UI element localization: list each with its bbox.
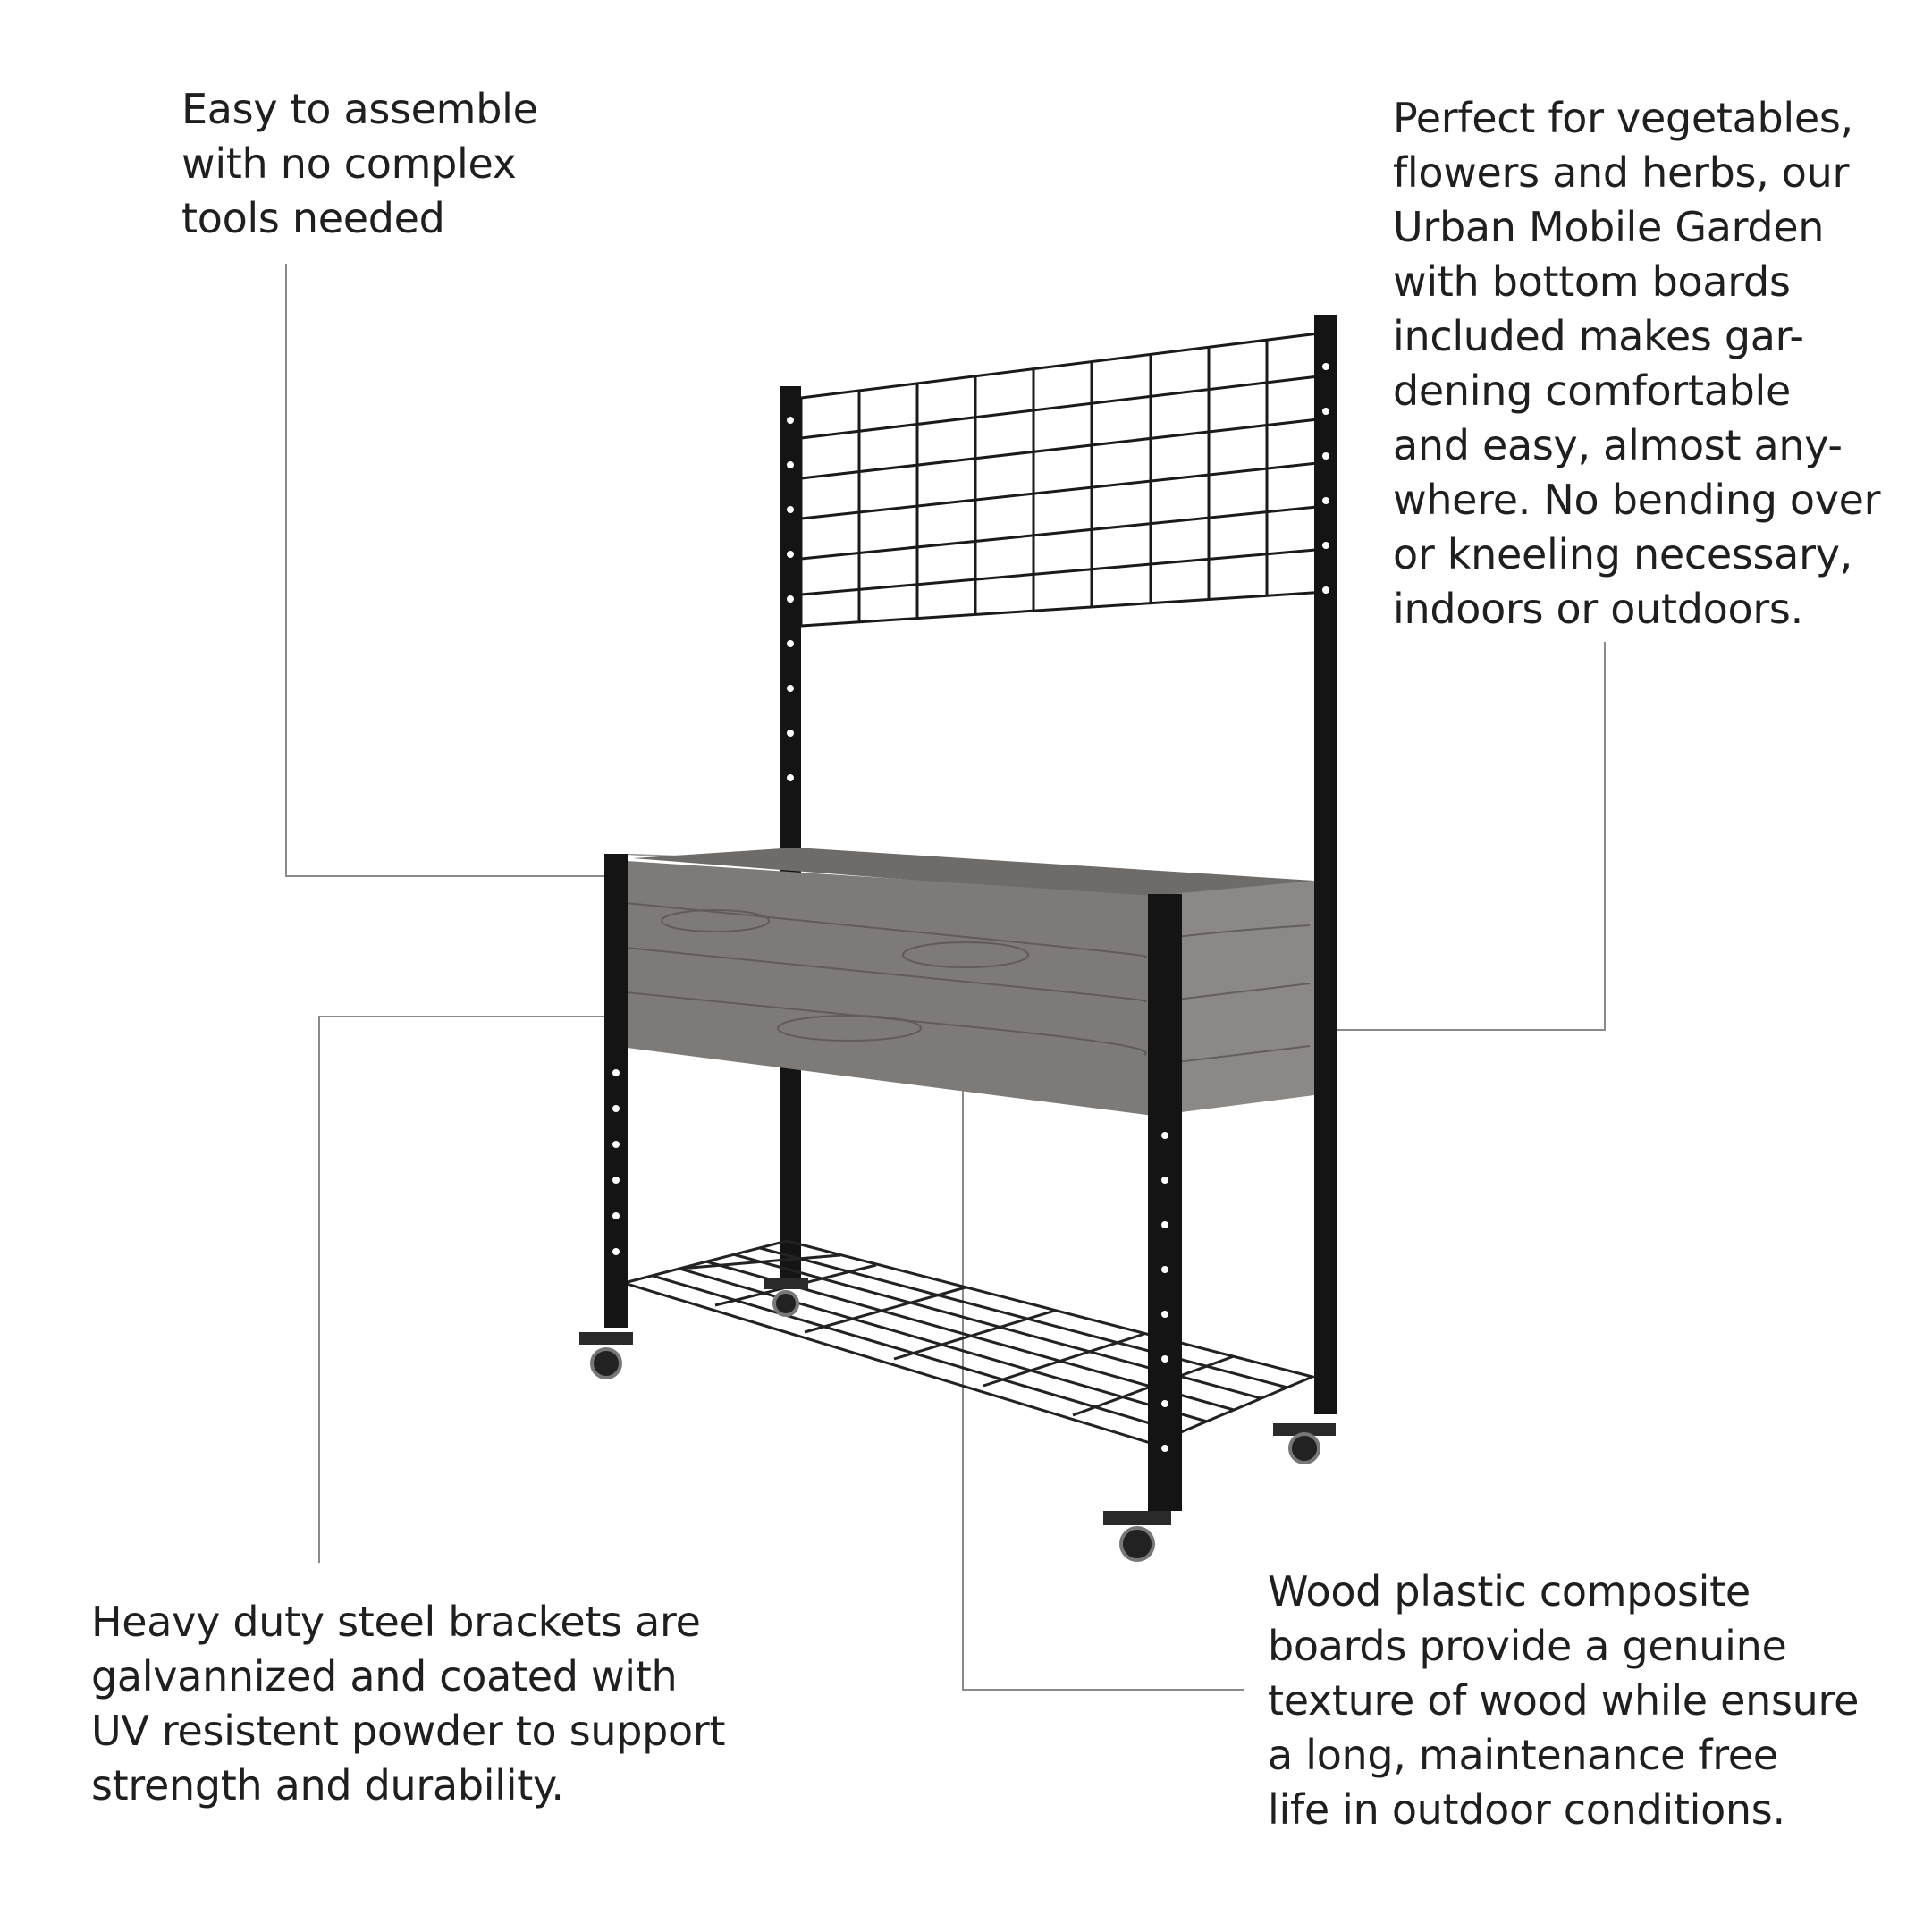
- callout-line: tools needed: [181, 194, 445, 242]
- callout-line: galvannized and coated with: [91, 1652, 678, 1700]
- callout-line: life in outdoor conditions.: [1268, 1785, 1785, 1834]
- callout-line: indoors or outdoors.: [1393, 585, 1803, 633]
- callout-line: dening comfortable: [1393, 367, 1792, 415]
- callout-line: boards provide a genuine: [1268, 1622, 1787, 1670]
- leader-steel: [319, 1017, 606, 1563]
- callout-line: with no complex: [181, 139, 517, 188]
- callout-line: UV resistent powder to support: [91, 1707, 726, 1755]
- callout-line: or kneeling necessary,: [1393, 530, 1852, 578]
- callout-line: Wood plastic composite: [1268, 1567, 1751, 1616]
- bottom-shelf: [624, 1241, 1312, 1444]
- leader-wood: [963, 1061, 1244, 1690]
- leader-perfect: [1312, 642, 1605, 1030]
- callout-perfect-for-vegetables: [1393, 91, 1880, 637]
- callout-line: Easy to assemble: [181, 85, 538, 133]
- caster-wheels: [579, 1278, 1336, 1560]
- callout-line: Perfect for vegetables,: [1393, 94, 1853, 142]
- planter-box: [610, 848, 1314, 1116]
- planter-front-board: [613, 860, 1153, 1116]
- wheel-front-right: [1103, 1511, 1171, 1560]
- callout-line: texture of wood while ensure: [1268, 1676, 1860, 1725]
- callout-wood-composite: [1268, 1565, 1859, 1837]
- callout-line: Heavy duty steel brackets are: [91, 1598, 701, 1646]
- callout-easy-assembly: [181, 82, 538, 246]
- callout-line: where. No bending over: [1393, 476, 1881, 524]
- callout-line: flowers and herbs, our: [1393, 148, 1850, 197]
- callout-line: included makes gar-: [1393, 312, 1804, 360]
- callout-line: and easy, almost any-: [1393, 421, 1843, 469]
- callout-line: with bottom boards: [1393, 257, 1791, 306]
- trellis-grid: [801, 333, 1326, 626]
- callout-line: Urban Mobile Garden: [1393, 203, 1825, 251]
- callout-line: strength and durability.: [91, 1761, 564, 1810]
- callout-line: a long, maintenance free: [1268, 1731, 1778, 1779]
- wheel-front-left: [579, 1332, 633, 1378]
- wheel-back-right: [1273, 1423, 1336, 1463]
- leader-assemble: [286, 264, 606, 876]
- callout-steel-brackets: [91, 1595, 725, 1813]
